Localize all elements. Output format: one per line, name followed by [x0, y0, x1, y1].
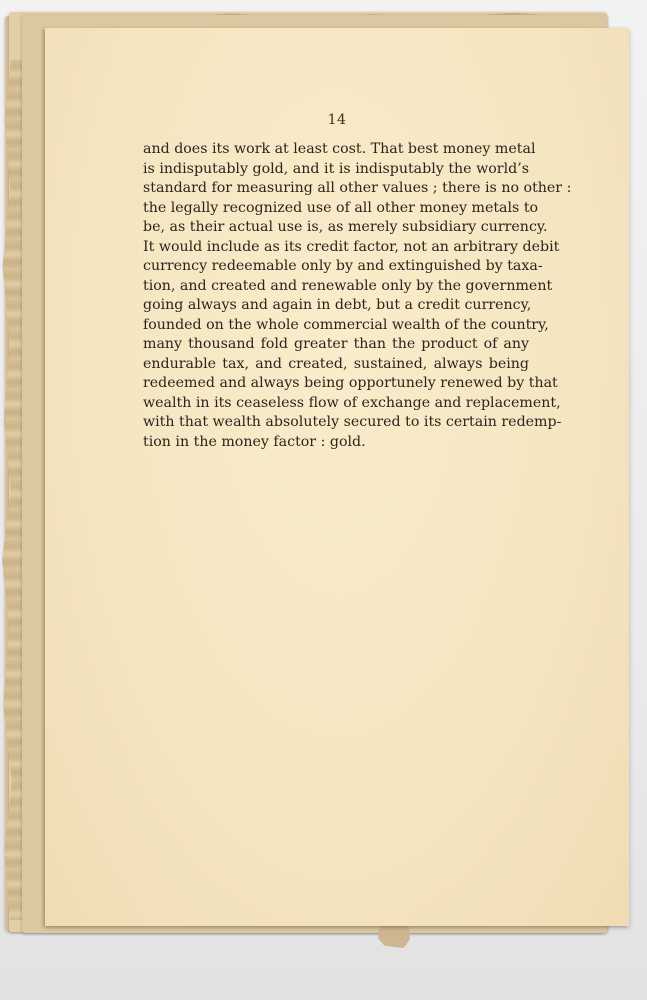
text-line: is indisputably gold, and it is indisputably the world’s	[143, 160, 529, 177]
text-line: currency redeemable only by and extinguished by taxa-	[143, 258, 543, 274]
book-page	[45, 28, 629, 926]
text-line: redeemed and always being opportunely renewed by that	[143, 375, 558, 391]
text-line: many thousand fold greater than the product of any	[143, 336, 529, 352]
text-line: It would include as its credit factor, not an arbitrary debit	[143, 238, 560, 255]
text-line: the legally recognized use of all other money metals to	[143, 199, 539, 216]
text-line: standard for measuring all other values ; there is no other :	[143, 180, 572, 196]
text-line: tion in the money factor : gold.	[143, 433, 366, 450]
text-line: with that wealth absolutely secured to its certain redemp-	[143, 414, 562, 430]
text-line: endurable tax, and created, sustained, always being	[143, 355, 529, 372]
page-number: 14	[327, 112, 347, 128]
text-line: going always and again in debt, but a credit currency,	[143, 297, 532, 313]
text-line: be, as their actual use is, as merely subsidiary currency.	[143, 219, 548, 235]
text-line: and does its work at least cost. That best money metal	[143, 141, 536, 157]
text-line: founded on the whole commercial wealth of the country,	[143, 316, 549, 333]
text-line: wealth in its ceaseless flow of exchange and replacement,	[143, 394, 561, 411]
body-text	[143, 140, 572, 452]
text-line: tion, and created and renewable only by the government	[143, 277, 553, 294]
torn-paper-fragment	[378, 926, 410, 948]
